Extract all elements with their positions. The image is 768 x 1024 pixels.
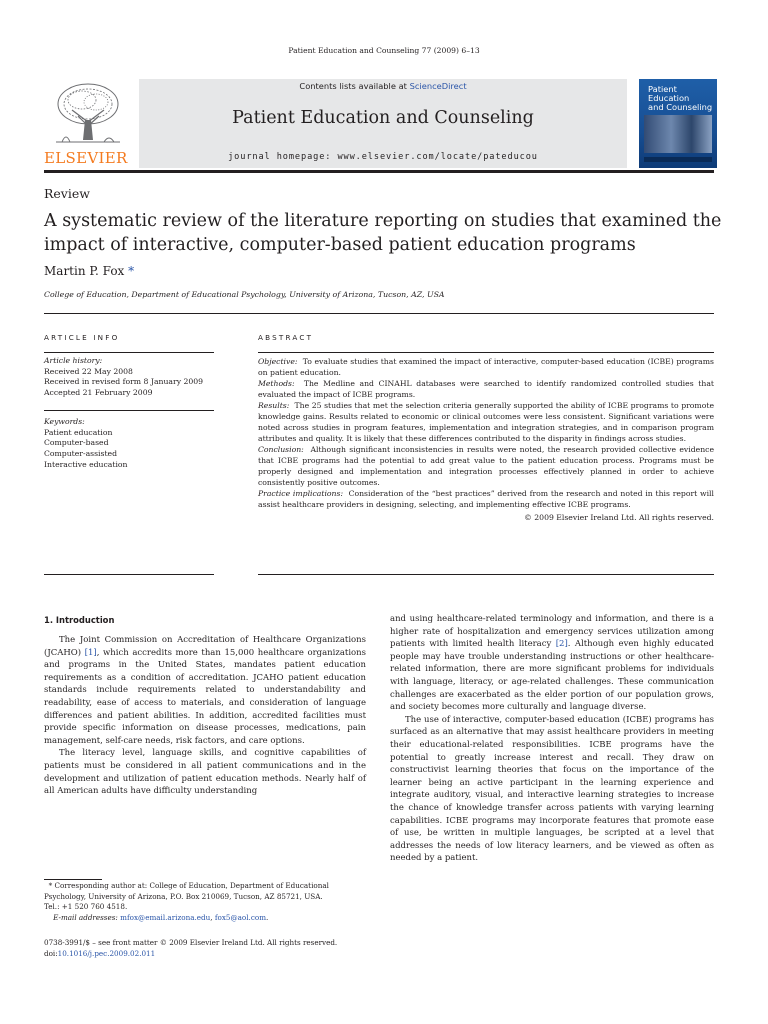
corresponding-author-footnote <box>44 881 369 923</box>
author-footnote-marker[interactable]: * <box>128 264 135 278</box>
email-separator: , <box>210 912 215 922</box>
abstract-objective <box>258 356 714 378</box>
history-accepted: Accepted 21 February 2009 <box>44 388 153 398</box>
keywords-label: Keywords: <box>44 417 85 426</box>
paragraph-text: . Although even highly educated people may have trouble understanding instructions or other healthcare-related information, there are more significant problems for individuals with language, literacy, or age-related challenges. These communication challenges are exacerbated as the elder portion of our population grows, and society becomes more culturally and language diverse. <box>390 639 714 713</box>
contents-line <box>139 81 627 91</box>
paragraph-text: , which accredits more than 15,000 healthcare organizations and programs in the United States, mandates patient education requirements as a condition of accreditation. JCAHO patient education standards include requirements related to understandability and readability, ease of access to materials, and consideration of language differences and patient abilities. In addition, accredited facilities must provide specific information on disease processes, medications, pain management, self-care needs, risk factors, and care options. <box>44 647 366 746</box>
running-head: Patient Education and Counseling 77 (2009) 6–13 <box>288 46 480 55</box>
journal-homepage-link[interactable]: journal homepage: www.elsevier.com/locate/pateducou <box>228 152 538 162</box>
article-info-heading: ARTICLE INFO <box>44 333 120 342</box>
journal-banner <box>139 79 627 168</box>
cover-title-line1: Patient Education <box>648 84 690 103</box>
cover-photo <box>644 115 712 153</box>
issn-line: 0738-3991/$ – see front matter © 2009 Elsevier Ireland Ltd. All rights reserved. <box>44 938 338 947</box>
article-type: Review <box>44 186 90 201</box>
abstract-rule <box>258 352 714 353</box>
abstract-body <box>258 356 714 523</box>
body-column-right <box>390 613 714 865</box>
intro-paragraph-2: The literacy level, language skills, and cognitive capabilities of patients must be considered in all patient communications and in the development and utilization of patient education methods. Nearly half of all American adults have difficulty understanding <box>44 748 366 797</box>
footnote-address <box>44 881 369 902</box>
abstract-text: Although significant inconsistencies in results were noted, the research provided collective evidence that ICBE programs had the potential to add great value to the patient education process. Programs must be properly designed and implementation and integration processes effectively planned in order to achieve consistently positive outcomes. <box>258 445 715 487</box>
abstract-label: Objective: <box>258 357 298 366</box>
footnote-marker: * <box>48 881 53 890</box>
journal-title: Patient Education and Counseling <box>232 108 534 128</box>
abstract-practice-implications <box>258 488 714 510</box>
elsevier-logo[interactable] <box>42 80 132 167</box>
doi-link[interactable]: 10.1016/j.pec.2009.02.011 <box>57 949 156 958</box>
contents-prefix: Contents lists available at <box>299 81 410 91</box>
footnote-tel: Tel.: +1 520 760 4518. <box>44 902 128 911</box>
abstract-copyright: © 2009 Elsevier Ireland Ltd. All rights reserved. <box>524 513 714 522</box>
history-received: Received 22 May 2008 <box>44 366 133 376</box>
reference-link-1[interactable]: [1] <box>84 647 97 658</box>
abstract-methods <box>258 378 714 400</box>
doi-label: doi: <box>44 949 58 958</box>
front-matter <box>44 937 369 959</box>
email-link-1[interactable]: mfox@email.arizona.edu <box>120 912 211 922</box>
paragraph-text: The Joint Commission on Accreditation of Healthcare Organizations (JCAHO) <box>44 635 366 658</box>
intro-paragraph-2-continued <box>390 613 714 714</box>
article-info-rule <box>44 352 214 353</box>
keyword-item: Patient education <box>44 427 113 437</box>
abstract-label: Practice implications: <box>258 489 344 498</box>
history-revised: Received in revised form 8 January 2009 <box>44 377 204 387</box>
author-name[interactable]: Martin P. Fox <box>44 264 125 278</box>
cover-title-line2: and Counseling <box>648 102 713 112</box>
abstract-text: The 25 studies that met the selection criteria generally supported the ability of ICBE programs to promote knowledge gains. Results related to economic or clinical outcomes were less consistent. Significant variations were noted across studies in program features, implementation and integration strategies, and in comparison program attributes and quality. It is likely that these differences contributed to the disparity in findings across studies. <box>258 401 714 443</box>
abstract-heading: ABSTRACT <box>258 333 314 342</box>
author-line <box>44 264 134 278</box>
reference-link-2[interactable]: [2] <box>555 639 568 650</box>
journal-cover-image[interactable] <box>639 79 717 168</box>
keyword-item: Interactive education <box>44 459 128 469</box>
abstract-label: Results: <box>258 401 290 410</box>
intro-paragraph-1 <box>44 634 366 747</box>
doi-line <box>44 948 369 959</box>
email-link-2[interactable]: fox5@aol.com <box>214 912 267 922</box>
footnote-rule <box>44 879 102 880</box>
email-label: E-mail addresses: <box>53 912 118 922</box>
body-column-left <box>44 615 366 798</box>
footnote-text: Corresponding author at: College of Education, Department of Educational Psychology, University of Arizona, P.O. Box 210069, Tucson, AZ 85721, USA. <box>44 881 329 901</box>
header-divider <box>44 170 714 173</box>
abstract-results <box>258 400 714 444</box>
introduction-heading: 1. Introduction <box>44 615 115 625</box>
keyword-item: Computer-assisted <box>44 449 118 459</box>
abstract-conclusion <box>258 444 714 488</box>
info-top-rule <box>44 313 714 314</box>
affiliation: College of Education, Department of Educational Psychology, University of Arizona, Tucson, AZ, USA <box>44 290 445 299</box>
abstract-text: To evaluate studies that examined the impact of interactive, computer-based education (ICBE) programs on patient education. <box>258 357 714 377</box>
cover-strip <box>644 157 712 162</box>
article-title: A systematic review of the literature reporting on studies that examined the impact of interactive, computer-based patient education programs <box>44 211 722 255</box>
article-history <box>44 356 219 399</box>
sciencedirect-link[interactable]: ScienceDirect <box>409 81 467 91</box>
cover-title <box>648 85 717 112</box>
footnote-emails <box>44 913 369 924</box>
elsevier-wordmark: ELSEVIER <box>44 149 128 167</box>
paragraph-text: and using healthcare-related terminology and information, and there is a higher rate of hospitalization and emergency services utilization among patients with limited health literacy <box>390 614 714 650</box>
email-end: . <box>266 912 269 922</box>
history-label: Article history: <box>44 356 103 365</box>
keywords-rule <box>44 410 214 411</box>
elsevier-tree-icon <box>52 80 124 150</box>
abstract-label: Conclusion: <box>258 445 304 454</box>
keywords <box>44 417 219 471</box>
abstract-text: Consideration of the “best practices” derived from the research and noted in this report will assist healthcare providers in designing, selecting, and implementing effective ICBE programs. <box>258 489 714 509</box>
abstract-label: Methods: <box>258 379 295 388</box>
info-bottom-rule <box>44 574 214 575</box>
abstract-bottom-rule <box>258 574 714 575</box>
intro-paragraph-3: The use of interactive, computer-based education (ICBE) programs has surfaced as an alternative that may assist healthcare providers in meeting their educational-related responsibilities. ICBE programs have the potential to greatly increase interest and recall. They draw on constructivist learning theories that focus on the importance of the learner being an active participant in the learning experience and integrate auditory, visual, and interactive learning strategies to increase the chance of knowledge transfer across patients with varying learning capabilities. ICBE programs may incorporate features that promote ease of use, be written in multiple languages, be scripted at a level that addresses the needs of low literacy learners, and be viewed as often as needed by a patient. <box>390 714 714 864</box>
keyword-item: Computer-based <box>44 438 109 448</box>
abstract-text: The Medline and CINAHL databases were searched to identify randomized controlled studies that evaluated the impact of ICBE programs. <box>258 379 714 399</box>
